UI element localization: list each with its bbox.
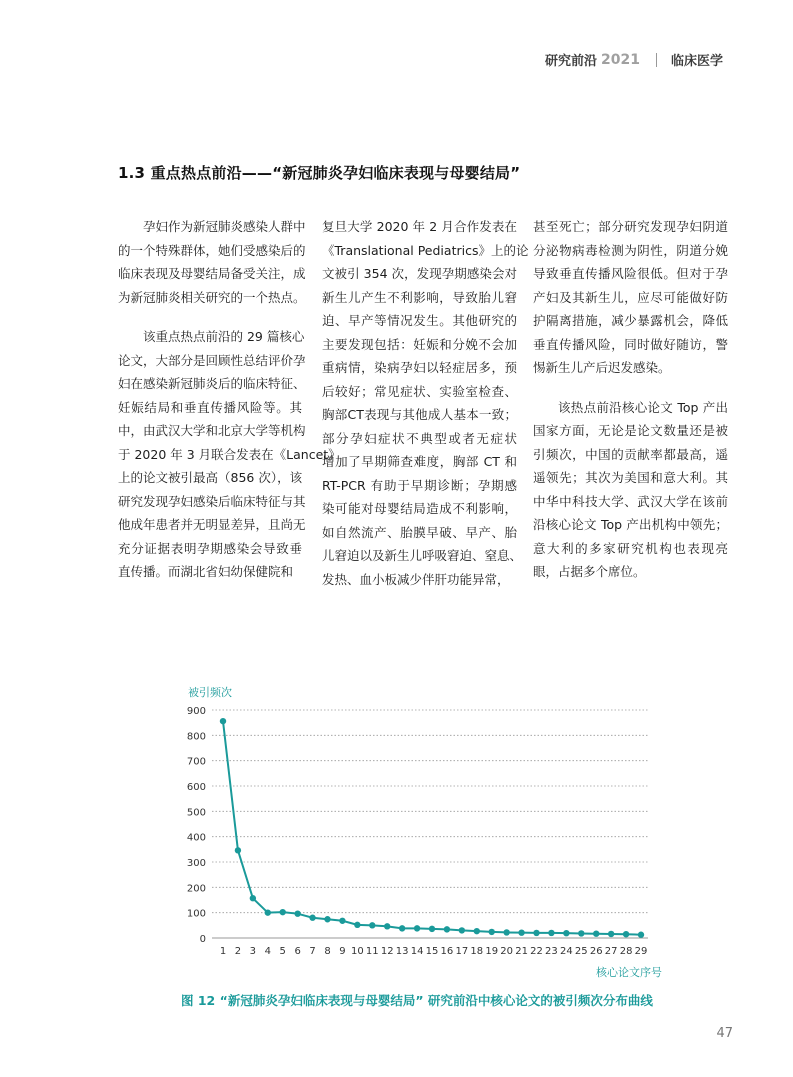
data-point bbox=[369, 922, 375, 928]
data-point bbox=[265, 909, 271, 915]
x-axis-title: 核心论文序号 bbox=[596, 966, 662, 979]
text-line: 论文，大部分是回顾性总结评价孕 bbox=[118, 352, 306, 368]
series-line bbox=[223, 721, 641, 935]
data-point bbox=[220, 718, 226, 724]
text-column-2 bbox=[322, 215, 529, 607]
text-line: 后较好；常见症状、实验室检查、 bbox=[322, 383, 517, 399]
y-tick-label: 300 bbox=[186, 858, 206, 869]
x-tick-label: 18 bbox=[470, 946, 484, 957]
text-line: 该热点前沿核心论文 Top 产出 bbox=[558, 399, 728, 415]
x-tick-label: 17 bbox=[455, 946, 469, 957]
running-head bbox=[545, 50, 723, 69]
text-line: 中华中科技大学、武汉大学在该前 bbox=[533, 493, 728, 509]
text-line: 重病情，染病孕妇以轻症居多，预 bbox=[322, 360, 517, 375]
x-tick-label: 3 bbox=[249, 946, 257, 957]
y-tick-label: 600 bbox=[186, 782, 206, 793]
data-point bbox=[324, 916, 330, 922]
chart-svg bbox=[170, 684, 670, 984]
text-line: 如自然流产、胎膜早破、早产、胎 bbox=[322, 524, 517, 540]
x-tick-label: 28 bbox=[619, 946, 633, 957]
data-point bbox=[533, 930, 539, 936]
text-line: 儿窘迫以及新生儿呼吸窘迫、窒息、 bbox=[322, 548, 523, 563]
x-tick-label: 16 bbox=[440, 946, 454, 957]
y-tick-label: 800 bbox=[186, 731, 206, 743]
data-point bbox=[548, 930, 554, 936]
data-point bbox=[294, 910, 300, 916]
section-heading: 1.3 重点热点前沿——“新冠肺炎孕妇临床表现与母婴结局” bbox=[118, 164, 521, 182]
y-tick-label: 700 bbox=[186, 756, 206, 768]
data-point bbox=[250, 895, 256, 901]
text-line: 该重点热点前沿的 29 篇核心 bbox=[143, 329, 305, 344]
data-point bbox=[563, 930, 569, 936]
journal-year: 2021 bbox=[601, 51, 640, 68]
x-tick-label: 11 bbox=[365, 946, 379, 957]
text-line: 充分证据表明孕期感染会导致垂 bbox=[118, 540, 302, 556]
text-line: 孕妇作为新冠肺炎感染人群中 bbox=[143, 219, 306, 234]
data-point bbox=[503, 929, 509, 935]
x-tick-label: 13 bbox=[395, 946, 409, 957]
x-tick-label: 20 bbox=[500, 946, 514, 957]
page-number: 47 bbox=[716, 1026, 733, 1041]
data-point bbox=[309, 915, 315, 921]
y-tick-label: 100 bbox=[186, 908, 206, 920]
data-point bbox=[638, 932, 644, 938]
data-point bbox=[235, 847, 241, 853]
text-line: 分泌物病毒检测为阴性，阴道分娩 bbox=[533, 242, 728, 258]
y-tick-label: 0 bbox=[199, 934, 206, 945]
x-tick-label: 2 bbox=[234, 946, 242, 957]
x-tick-label: 29 bbox=[634, 946, 648, 957]
data-point bbox=[608, 931, 614, 937]
x-tick-label: 5 bbox=[279, 946, 286, 957]
text-column-3 bbox=[533, 215, 728, 600]
text-line: 引频次，中国的贡献率都最高，遥 bbox=[533, 446, 728, 462]
text-line: 产妇及其新生儿，应尽可能做好防 bbox=[533, 289, 728, 305]
citation-chart bbox=[170, 684, 670, 984]
text-line: 染可能对母婴结局造成不利影响， bbox=[322, 501, 517, 516]
field-title: 临床医学 bbox=[670, 54, 723, 69]
x-tick-label: 1 bbox=[219, 946, 227, 957]
x-tick-label: 26 bbox=[589, 946, 603, 957]
text-line: 导致垂直传播风险很低。但对于孕 bbox=[533, 266, 728, 281]
text-line: 遥领先；其次为美国和意大利。其 bbox=[533, 470, 728, 485]
data-point bbox=[384, 923, 390, 929]
data-point bbox=[339, 918, 345, 924]
text-line: 于 2020 年 3 月联合发表在《Lancet》 bbox=[118, 446, 341, 462]
text-line: 复旦大学 2020 年 2 月合作发表在 bbox=[322, 219, 517, 234]
text-line: 妊娠结局和垂直传播风险等。其 bbox=[118, 399, 302, 415]
y-tick-label: 900 bbox=[186, 706, 206, 717]
text-line: 的一个特殊群体，她们受感染后的 bbox=[118, 242, 306, 258]
x-tick-label: 7 bbox=[309, 946, 316, 957]
text-line: 沿核心论文 Top 产出机构中领先； bbox=[533, 517, 728, 532]
text-line: 主要发现包括：妊娠和分娩不会加 bbox=[322, 336, 517, 352]
text-line: 增加了早期筛查难度，胸部 CT 和 bbox=[322, 454, 517, 469]
data-point bbox=[280, 909, 286, 915]
text-line: 中，由武汉大学和北京大学等机构 bbox=[118, 423, 306, 438]
x-tick-label: 19 bbox=[485, 946, 499, 957]
data-point bbox=[593, 930, 599, 936]
x-tick-label: 27 bbox=[604, 946, 618, 957]
text-line: 意大利的多家研究机构也表现亮 bbox=[533, 540, 728, 556]
paragraph bbox=[533, 215, 728, 380]
x-tick-label: 24 bbox=[559, 946, 573, 957]
data-point bbox=[399, 925, 405, 931]
text-line: 上的论文被引最高（856 次），该 bbox=[118, 470, 303, 485]
data-point bbox=[489, 929, 495, 935]
text-line: 为新冠肺炎相关研究的一个热点。 bbox=[118, 289, 306, 305]
y-tick-label: 500 bbox=[186, 807, 206, 819]
x-tick-label: 14 bbox=[410, 946, 424, 957]
data-point bbox=[623, 931, 629, 937]
text-line: 发热、血小板减少伴肝功能异常， bbox=[322, 571, 510, 587]
text-line: 惕新生儿产后迟发感染。 bbox=[533, 360, 671, 375]
data-point bbox=[429, 926, 435, 932]
x-tick-label: 6 bbox=[294, 946, 301, 957]
text-column-1 bbox=[118, 215, 341, 600]
text-line: 研究发现孕妇感染后临床特征与其 bbox=[118, 493, 306, 509]
text-line: 文被引 354 次，发现孕期感染会对 bbox=[322, 266, 517, 281]
paragraph bbox=[118, 215, 306, 309]
text-line: 胸部CT表现与其他成人基本一致； bbox=[322, 407, 517, 422]
data-point bbox=[578, 930, 584, 936]
data-point bbox=[474, 928, 480, 934]
journal-title: 研究前沿 bbox=[545, 54, 598, 69]
paragraph bbox=[533, 396, 728, 584]
x-tick-label: 25 bbox=[574, 946, 588, 957]
x-tick-label: 22 bbox=[530, 946, 543, 957]
x-tick-label: 9 bbox=[339, 946, 346, 957]
x-tick-label: 21 bbox=[515, 946, 528, 957]
x-tick-label: 10 bbox=[350, 946, 364, 957]
x-tick-label: 12 bbox=[380, 946, 394, 957]
data-point bbox=[444, 926, 450, 932]
text-line: 甚至死亡；部分研究发现孕妇阴道 bbox=[533, 219, 728, 234]
text-line: 迫、早产等情况发生。其他研究的 bbox=[322, 313, 517, 328]
data-point bbox=[459, 927, 465, 933]
text-line: 部分孕妇症状不典型或者无症状 bbox=[322, 430, 517, 446]
figure-caption: 图 12 “新冠肺炎孕妇临床表现与母婴结局” 研究前沿中核心论文的被引频次分布曲线 bbox=[181, 993, 653, 1008]
y-tick-label: 200 bbox=[186, 883, 206, 895]
header-divider bbox=[656, 53, 657, 67]
x-tick-label: 23 bbox=[545, 946, 558, 957]
text-line: 临床表现及母婴结局备受关注，成 bbox=[118, 266, 306, 281]
text-line: 护隔离措施，减少暴露机会，降低 bbox=[533, 313, 728, 328]
y-tick-label: 400 bbox=[186, 832, 206, 844]
x-tick-label: 15 bbox=[425, 946, 439, 957]
x-tick-label: 8 bbox=[324, 946, 331, 957]
text-line: 他成年患者并无明显差异，且尚无 bbox=[118, 517, 306, 532]
text-line: 直传播。而湖北省妇幼保健院和 bbox=[118, 564, 294, 579]
y-axis-title: 被引频次 bbox=[188, 686, 232, 699]
text-line: 国家方面，无论是论文数量还是被 bbox=[533, 423, 728, 438]
data-point bbox=[354, 922, 360, 928]
text-line: 《Translational Pediatrics》上的论 bbox=[322, 242, 529, 258]
text-line: 垂直传播风险，同时做好随访，警 bbox=[533, 336, 728, 352]
text-line: 新生儿产生不利影响，导致胎儿窘 bbox=[322, 289, 517, 305]
paragraph bbox=[322, 215, 529, 591]
text-line: 眼，占据多个席位。 bbox=[533, 564, 646, 579]
text-line: 妇在感染新冠肺炎后的临床特征、 bbox=[118, 376, 306, 391]
x-tick-label: 4 bbox=[264, 946, 271, 957]
text-line: RT-PCR 有助于早期诊断；孕期感 bbox=[322, 477, 517, 493]
paragraph bbox=[118, 325, 341, 584]
data-point bbox=[414, 925, 420, 931]
data-point bbox=[518, 929, 524, 935]
